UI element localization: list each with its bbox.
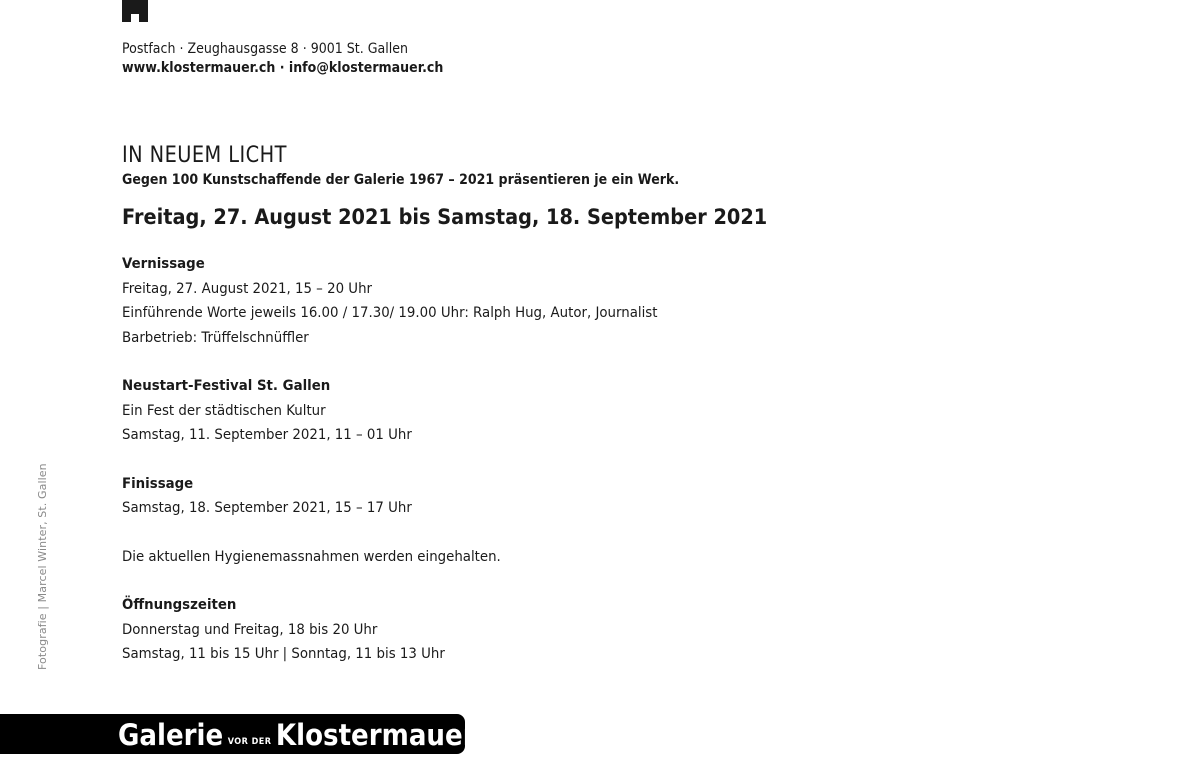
logo-galerie: Galerie	[118, 718, 224, 752]
logo-vor-der: VOR DER	[227, 737, 272, 747]
vernissage-line: Freitag, 27. August 2021, 15 – 20 Uhr	[122, 280, 373, 297]
vernissage-heading: Vernissage	[122, 256, 205, 272]
exhibition-dates: Freitag, 27. August 2021 bis Samstag, 18. September 2021	[122, 205, 768, 229]
exhibition-title: IN NEUEM LICHT	[122, 143, 287, 168]
vernissage-line: Einführende Worte jeweils 16.00 / 17.30/ 19.00 Uhr: Ralph Hug, Autor, Journalist	[122, 305, 658, 321]
vernissage-section	[122, 252, 821, 350]
neustart-section	[122, 374, 821, 448]
neustart-line: Ein Fest der städtischen Kultur	[122, 402, 326, 419]
vernissage-line: Barbetrieb: Trüffelschnüffler	[122, 329, 309, 346]
address-block	[122, 40, 443, 78]
postal-address: Postfach · Zeughausgasse 8 · 9001 St. Gallen	[122, 41, 408, 57]
hygiene-note: Die aktuellen Hygienemassnahmen werden eingehalten.	[122, 548, 501, 565]
opening-hours-heading: Öffnungszeiten	[122, 597, 237, 613]
logo-text	[118, 717, 476, 760]
hygiene-section	[122, 545, 821, 570]
finissage-heading: Finissage	[122, 475, 194, 492]
neustart-line: Samstag, 11. September 2021, 11 – 01 Uhr	[122, 427, 412, 443]
web-contact: www.klostermauer.ch · info@klostermauer.ch	[122, 60, 444, 76]
opening-hours-section	[122, 593, 821, 667]
house-icon	[122, 0, 148, 22]
invitation-content	[122, 143, 882, 667]
opening-hours-line: Samstag, 11 bis 15 Uhr | Sonntag, 11 bis 13 Uhr	[122, 646, 445, 662]
finissage-line: Samstag, 18. September 2021, 15 – 17 Uhr	[122, 500, 412, 516]
logo-accent-mark	[189, 708, 201, 714]
gallery-logo	[0, 714, 476, 754]
logo-klostermauer: Klostermauer	[275, 718, 476, 752]
finissage-section	[122, 472, 821, 521]
neustart-heading: Neustart-Festival St. Gallen	[122, 378, 331, 394]
opening-hours-line: Donnerstag und Freitag, 18 bis 20 Uhr	[122, 621, 378, 638]
photo-credit: Fotografie | Marcel Winter, St. Gallen	[36, 463, 49, 670]
exhibition-subtitle: Gegen 100 Kunstschaffende der Galerie 1967 – 2021 präsentieren je ein Werk.	[122, 172, 680, 188]
